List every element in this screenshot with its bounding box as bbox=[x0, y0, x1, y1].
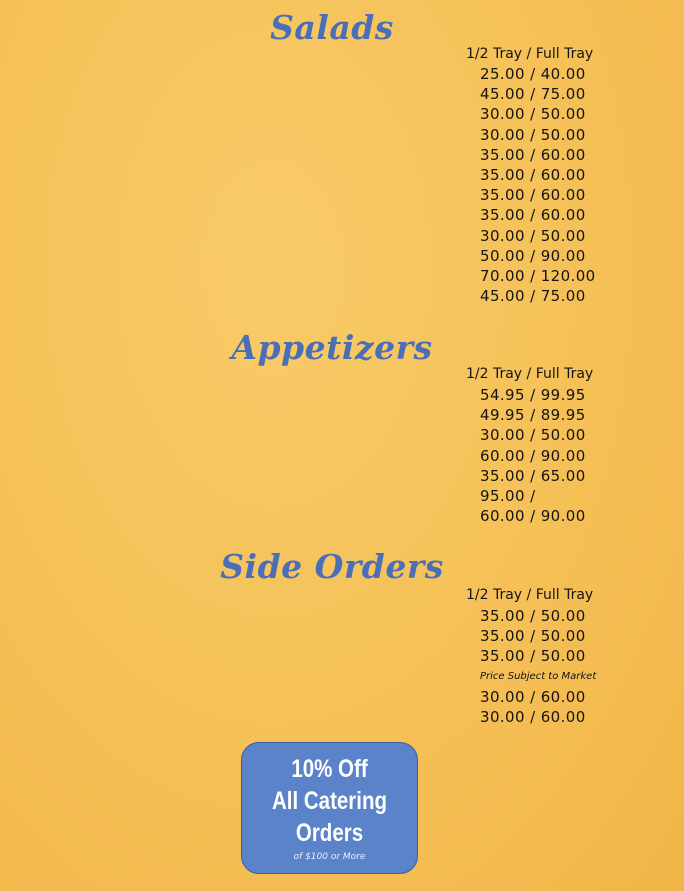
menu-item-price: 54.95 / 99.95 bbox=[480, 386, 586, 404]
menu-item bbox=[56, 646, 616, 666]
menu-item bbox=[56, 64, 616, 84]
menu-item bbox=[56, 626, 616, 646]
menu-item bbox=[56, 405, 616, 425]
menu-item-price: 30.00 / 60.00 bbox=[480, 687, 586, 706]
salads-list bbox=[56, 64, 616, 306]
catering-discount-badge bbox=[241, 742, 418, 874]
menu-item-price: 45.00 / 75.00 bbox=[480, 287, 586, 306]
menu-item bbox=[56, 687, 616, 707]
menu-item-price: 70.00 / 120.00 bbox=[480, 266, 596, 285]
menu-item-price: 30.00 / 50.00 bbox=[480, 226, 586, 245]
salads-tray-header: 1/2 Tray / Full Tray bbox=[466, 46, 594, 62]
menu-item-price: 35.00 / 60.00 bbox=[480, 206, 586, 225]
menu-item-price: 35.00 / 50.00 bbox=[480, 647, 586, 666]
menu-item-price: 35.00 / 60.00 bbox=[480, 186, 586, 205]
menu-item bbox=[56, 266, 616, 286]
menu-item-price: 45.00 / 75.00 bbox=[480, 85, 586, 104]
salads-title: Salads bbox=[270, 8, 394, 47]
menu-item bbox=[56, 466, 616, 486]
menu-item-price: 25.00 / 40.00 bbox=[480, 65, 586, 83]
menu-item-price: 60.00 / 90.00 bbox=[480, 446, 586, 465]
menu-item bbox=[56, 104, 616, 124]
menu-item-price: 30.00 / 50.00 bbox=[480, 125, 586, 144]
menu-item-price: 35.00 / 50.00 bbox=[480, 627, 586, 646]
menu-item bbox=[56, 667, 616, 687]
menu-item-price: 30.00 / 50.00 bbox=[480, 105, 586, 124]
menu-item bbox=[56, 707, 616, 727]
menu-item bbox=[56, 145, 616, 165]
menu-item-price: 49.95 / 89.95 bbox=[480, 406, 586, 425]
menu-item-price: 60.00 / 90.00 bbox=[480, 507, 586, 526]
menu-item bbox=[56, 84, 616, 104]
side-orders-list bbox=[56, 606, 616, 727]
menu-item-price: 35.00 / 65.00 bbox=[480, 466, 586, 485]
appetizers-tray-header: 1/2 Tray / Full Tray bbox=[466, 366, 594, 382]
menu-item bbox=[56, 425, 616, 445]
menu-item bbox=[56, 385, 616, 405]
menu-item bbox=[56, 165, 616, 185]
menu-item-price: 35.00 / 60.00 bbox=[480, 165, 586, 184]
menu-item bbox=[56, 286, 616, 306]
menu-item bbox=[56, 185, 616, 205]
promo-orders: Orders bbox=[295, 819, 364, 847]
promo-discount: 10% Off bbox=[291, 755, 368, 783]
menu-item-price: 30.00 / 50.00 bbox=[480, 426, 586, 445]
menu-item-price: 35.00 / 60.00 bbox=[480, 145, 586, 164]
menu-item bbox=[56, 226, 616, 246]
menu-item-price: 95.00 / bbox=[480, 486, 536, 505]
menu-item bbox=[56, 246, 616, 266]
menu-item-price: Price Subject to Market bbox=[480, 670, 597, 682]
menu-item bbox=[56, 506, 616, 526]
menu-item bbox=[56, 606, 616, 626]
menu-item bbox=[56, 205, 616, 225]
menu-item-price: 50.00 / 90.00 bbox=[480, 246, 586, 265]
appetizers-list bbox=[56, 385, 616, 526]
menu-item bbox=[56, 446, 616, 466]
promo-catering: All Catering bbox=[271, 787, 388, 815]
menu-item bbox=[56, 125, 616, 145]
promo-minimum: of $100 or More bbox=[293, 852, 366, 862]
appetizers-title: Appetizers bbox=[231, 328, 433, 367]
side-orders-title: Side Orders bbox=[220, 547, 444, 586]
menu-item bbox=[56, 486, 616, 506]
menu-item-price: 35.00 / 50.00 bbox=[480, 607, 586, 625]
menu-item-price: 30.00 / 60.00 bbox=[480, 707, 586, 726]
side-orders-tray-header: 1/2 Tray / Full Tray bbox=[466, 587, 594, 603]
